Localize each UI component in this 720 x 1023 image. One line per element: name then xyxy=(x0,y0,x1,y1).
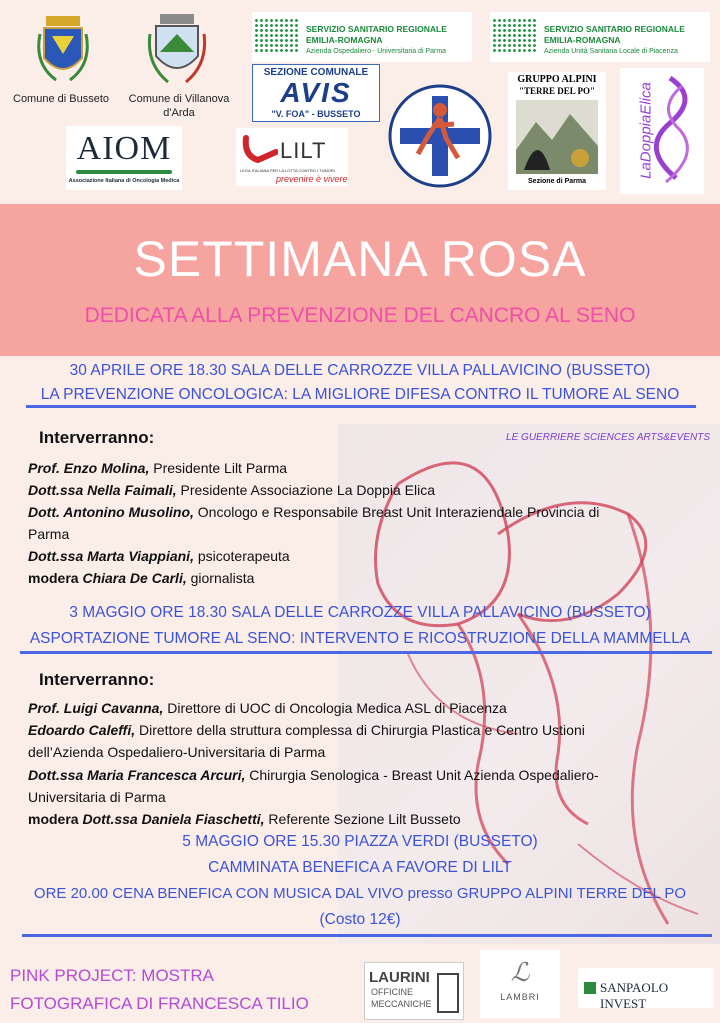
ssr-piacenza-line3: Azienda Unità Sanitaria Locale di Piacenza xyxy=(544,48,678,55)
sanpaolo-icon xyxy=(584,982,596,994)
project-line1: PINK PROJECT: MOSTRA xyxy=(10,966,215,985)
speaker-role: Direttore di UOC di Oncologia Medica ASL di Piacenza xyxy=(163,700,507,716)
laurini-sub1: OFFICINE xyxy=(371,987,413,997)
speaker xyxy=(28,720,585,740)
speaker-name: Dott.ssa Maria Francesca Arcuri, xyxy=(28,767,246,783)
moderator-prefix: modera xyxy=(28,570,83,586)
ssr-parma-line1: SERVIZIO SANITARIO REGIONALE xyxy=(306,24,447,34)
event1-heading: Interverranno: xyxy=(39,428,155,447)
ssr-parma-logo xyxy=(252,12,472,62)
speaker-name: Dott.ssa Nella Faimali, xyxy=(28,482,177,498)
moderator xyxy=(28,809,461,829)
event2-when: 3 MAGGIO ORE 18.30 SALA DELLE CARROZZE VILLA PALLAVICINO (BUSSETO) xyxy=(69,604,651,621)
moderator-role: giornalista xyxy=(186,570,255,586)
alpini-line1: GRUPPO ALPINI xyxy=(517,74,597,85)
page-title: SETTIMANA ROSA xyxy=(133,231,587,287)
event2-heading: Interverranno: xyxy=(39,670,155,689)
speaker-role: Presidente Lilt Parma xyxy=(149,460,288,476)
speaker-name: Edoardo Caleffi, xyxy=(28,722,136,738)
aiom-sub: Associazione Italiana di Oncologia Medica xyxy=(68,178,180,184)
event1-when: 30 APRILE ORE 18.30 SALA DELLE CARROZZE VILLA PALLAVICINO (BUSSETO) xyxy=(69,362,651,379)
ssr-piacenza-line2: EMILIA-ROMAGNA xyxy=(544,35,621,45)
lilt-main: LILT xyxy=(280,138,327,163)
alpini-line3: Sezione di Parma xyxy=(528,178,586,185)
busseto-caption: Comune di Busseto xyxy=(13,93,109,105)
event3-line3: ORE 20.00 CENA BENEFICA CON MUSICA DAL VIVO presso GRUPPO ALPINI TERRE DEL PO xyxy=(33,885,687,902)
alpini-logo xyxy=(508,72,606,190)
speaker xyxy=(28,787,166,807)
ssr-piacenza-logo xyxy=(490,12,710,62)
speaker-name: Prof. Luigi Cavanna, xyxy=(28,700,164,716)
lilt-sub: LEGA ITALIANA PER LA LOTTA CONTRO I TUMORI xyxy=(240,168,335,173)
sanpaolo-text: SANPAOLO INVEST xyxy=(600,980,669,1011)
dot-grid-icon xyxy=(492,18,536,52)
page-subtitle: DEDICATA ALLA PREVENZIONE DEL CANCRO AL SENO xyxy=(84,304,636,327)
divider xyxy=(20,651,712,654)
laurini-sub2: MECCANICHE xyxy=(371,999,432,1009)
speaker-role: Oncologo e Responsabile Breast Unit Interaziendale Provincia di xyxy=(193,504,600,520)
lambri-logo xyxy=(480,950,560,1018)
speaker-role: dell’Azienda Ospedaliero-Universitaria di Parma xyxy=(28,744,326,760)
artist-tag: LE GUERRIERE SCIENCES ARTS&EVENTS xyxy=(506,432,710,443)
moderator-name: Dott.ssa Daniela Fiaschetti, xyxy=(82,811,265,827)
event2-topic: ASPORTAZIONE TUMORE AL SENO: INTERVENTO E RICOSTRUZIONE DELLA MAMMELLA xyxy=(29,630,691,647)
speaker-role: Universitaria di Parma xyxy=(28,789,166,805)
event1-topic: LA PREVENZIONE ONCOLOGICA: LA MIGLIORE DIFESA CONTRO IL TUMORE AL SENO xyxy=(40,386,680,403)
aiom-swoosh xyxy=(76,170,172,174)
laurini-logo xyxy=(364,962,464,1020)
event3-line1: 5 MAGGIO ORE 15.30 PIAZZA VERDI (BUSSETO) xyxy=(182,833,538,850)
speaker xyxy=(28,480,435,500)
moderator-role: Referente Sezione Lilt Busseto xyxy=(264,811,461,827)
ssr-parma-line3: Azienda Ospedaliero - Universitaria di Parma xyxy=(306,48,447,55)
assistenza-logo xyxy=(388,84,492,188)
alpini-line2: "TERRE DEL PO" xyxy=(518,86,595,96)
speaker xyxy=(28,524,69,544)
speaker-name: Prof. Enzo Molina, xyxy=(28,460,150,476)
speaker xyxy=(28,546,290,566)
divider xyxy=(22,934,712,937)
speaker-name: Dott. Antonino Musolino, xyxy=(28,504,194,520)
moderator xyxy=(28,568,254,588)
villanova-crest xyxy=(146,12,208,86)
speaker-role: psicoterapeuta xyxy=(193,548,290,564)
doppia-elica-text: LaDoppiaElica xyxy=(637,82,655,179)
speaker xyxy=(28,458,287,478)
lambri-mark: ℒ xyxy=(510,958,530,987)
speaker xyxy=(28,698,507,718)
speaker-role: Parma xyxy=(28,526,70,542)
speaker xyxy=(28,742,325,762)
speaker-role: Chirurgia Senologica - Breast Unit Azienda Ospedaliero- xyxy=(245,767,599,783)
lambri-text: LAMBRI xyxy=(500,992,540,1002)
divider xyxy=(26,405,696,408)
event3-line2: CAMMINATA BENEFICA A FAVORE DI LILT xyxy=(208,859,512,876)
dot-grid-icon xyxy=(254,18,298,52)
villanova-caption: Comune di Villanova d'Arda xyxy=(128,93,230,119)
avis-bottom: "V. FOA" - BUSSETO xyxy=(271,109,361,119)
lilt-slogan: prevenire è vivere xyxy=(276,174,348,184)
speaker-name: Dott.ssa Marta Viappiani, xyxy=(28,548,194,564)
laurini-main: LAURINI xyxy=(369,969,430,986)
ssr-piacenza-line1: SERVIZIO SANITARIO REGIONALE xyxy=(544,24,685,34)
busseto-crest xyxy=(36,14,90,86)
doppia-elica-logo xyxy=(620,68,704,194)
speaker-role: Presidente Associazione La Doppia Elica xyxy=(176,482,435,498)
event3-line4: (Costo 12€) xyxy=(319,911,401,928)
speaker-role: Direttore della struttura complessa di Chirurgia Plastica e Centro Ustioni xyxy=(135,722,585,738)
speaker xyxy=(28,765,599,785)
avis-logo xyxy=(252,64,380,122)
lilt-logo xyxy=(236,128,348,186)
sanpaolo-logo xyxy=(578,968,714,1011)
aiom-main: AIOM xyxy=(76,130,172,167)
ssr-parma-line2: EMILIA-ROMAGNA xyxy=(306,35,383,45)
avis-main: AVIS xyxy=(280,77,352,108)
avis-top: SEZIONE COMUNALE xyxy=(263,67,369,78)
laurini-mark xyxy=(437,973,459,1013)
aiom-logo xyxy=(66,126,182,190)
moderator-prefix: modera xyxy=(28,811,83,827)
speaker xyxy=(28,502,599,522)
project-line2: FOTOGRAFICA DI FRANCESCA TILIO xyxy=(10,994,309,1013)
moderator-name: Chiara De Carli, xyxy=(82,570,187,586)
